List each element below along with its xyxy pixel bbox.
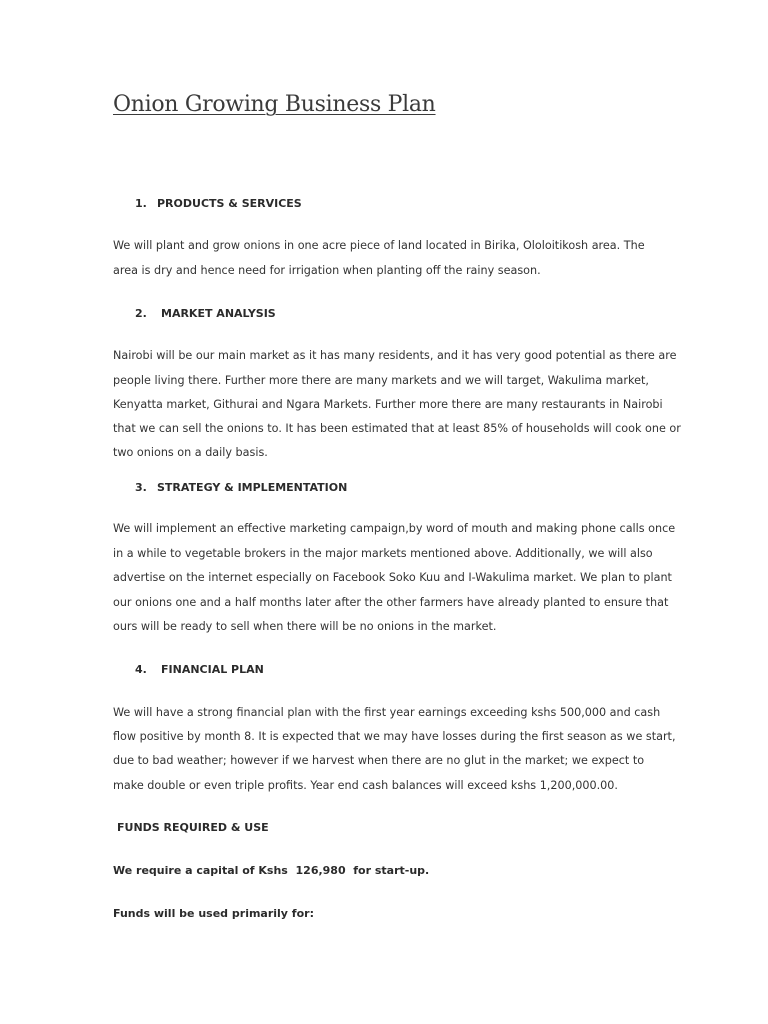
section-number: 1. — [135, 197, 147, 210]
funds-heading: FUNDS REQUIRED & USE — [117, 821, 269, 834]
text-line: ours will be ready to sell when there will be no onions in the market. — [113, 620, 497, 633]
text-line: area is dry and hence need for irrigation when planting off the rainy season. — [113, 264, 541, 277]
text-line: two onions on a daily basis. — [113, 446, 268, 459]
section-number: 3. — [135, 481, 147, 494]
text-line: in a while to vegetable brokers in the major markets mentioned above. Additionally, we will also — [113, 547, 653, 560]
section-title: PRODUCTS & SERVICES — [157, 197, 302, 210]
text-line: flow positive by month 8. It is expected that we may have losses during the first season as we start, — [113, 730, 676, 743]
section-title: FINANCIAL PLAN — [161, 663, 264, 676]
section-number: 4. — [135, 663, 147, 676]
section-title: MARKET ANALYSIS — [161, 307, 276, 320]
section-title: STRATEGY & IMPLEMENTATION — [157, 481, 348, 494]
text-line: We will implement an effective marketing campaign,by word of mouth and making phone calls once — [113, 522, 676, 535]
funds-use-line: Funds will be used primarily for: — [113, 907, 314, 920]
text-line: due to bad weather; however if we harvest when there are no glut in the market; we expect to — [113, 754, 645, 767]
text-line: Kenyatta market, Githurai and Ngara Markets. Further more there are many restaurants in Nairobi — [113, 398, 663, 411]
section-heading-products — [135, 197, 302, 210]
text-line: people living there. Further more there are many markets and we will target, Wakulima market, — [113, 374, 649, 387]
document-title: Onion Growing Business Plan — [113, 92, 436, 117]
text-line: our onions one and a half months later after the other farmers have already planted to ensure that — [113, 596, 669, 609]
text-line: We will have a strong financial plan with the first year earnings exceeding kshs 500,000 and cash — [113, 706, 661, 719]
section-heading-strategy — [135, 481, 347, 494]
section-heading-market-analysis — [135, 307, 276, 320]
section-number: 2. — [135, 307, 147, 320]
text-line: that we can sell the onions to. It has been estimated that at least 85% of households will cook one or — [113, 422, 681, 435]
section-heading-financial-plan — [135, 663, 264, 676]
capital-required-line: We require a capital of Kshs 126,980 for start-up. — [113, 864, 430, 877]
text-line: We will plant and grow onions in one acre piece of land located in Birika, Ololoitikosh area. The — [113, 239, 645, 252]
text-line: make double or even triple profits. Year end cash balances will exceed kshs 1,200,000.00. — [113, 779, 618, 792]
text-line: advertise on the internet especially on Facebook Soko Kuu and I-Wakulima market. We plan to plant — [113, 571, 672, 584]
text-line: Nairobi will be our main market as it has many residents, and it has very good potential as there are — [113, 349, 677, 362]
